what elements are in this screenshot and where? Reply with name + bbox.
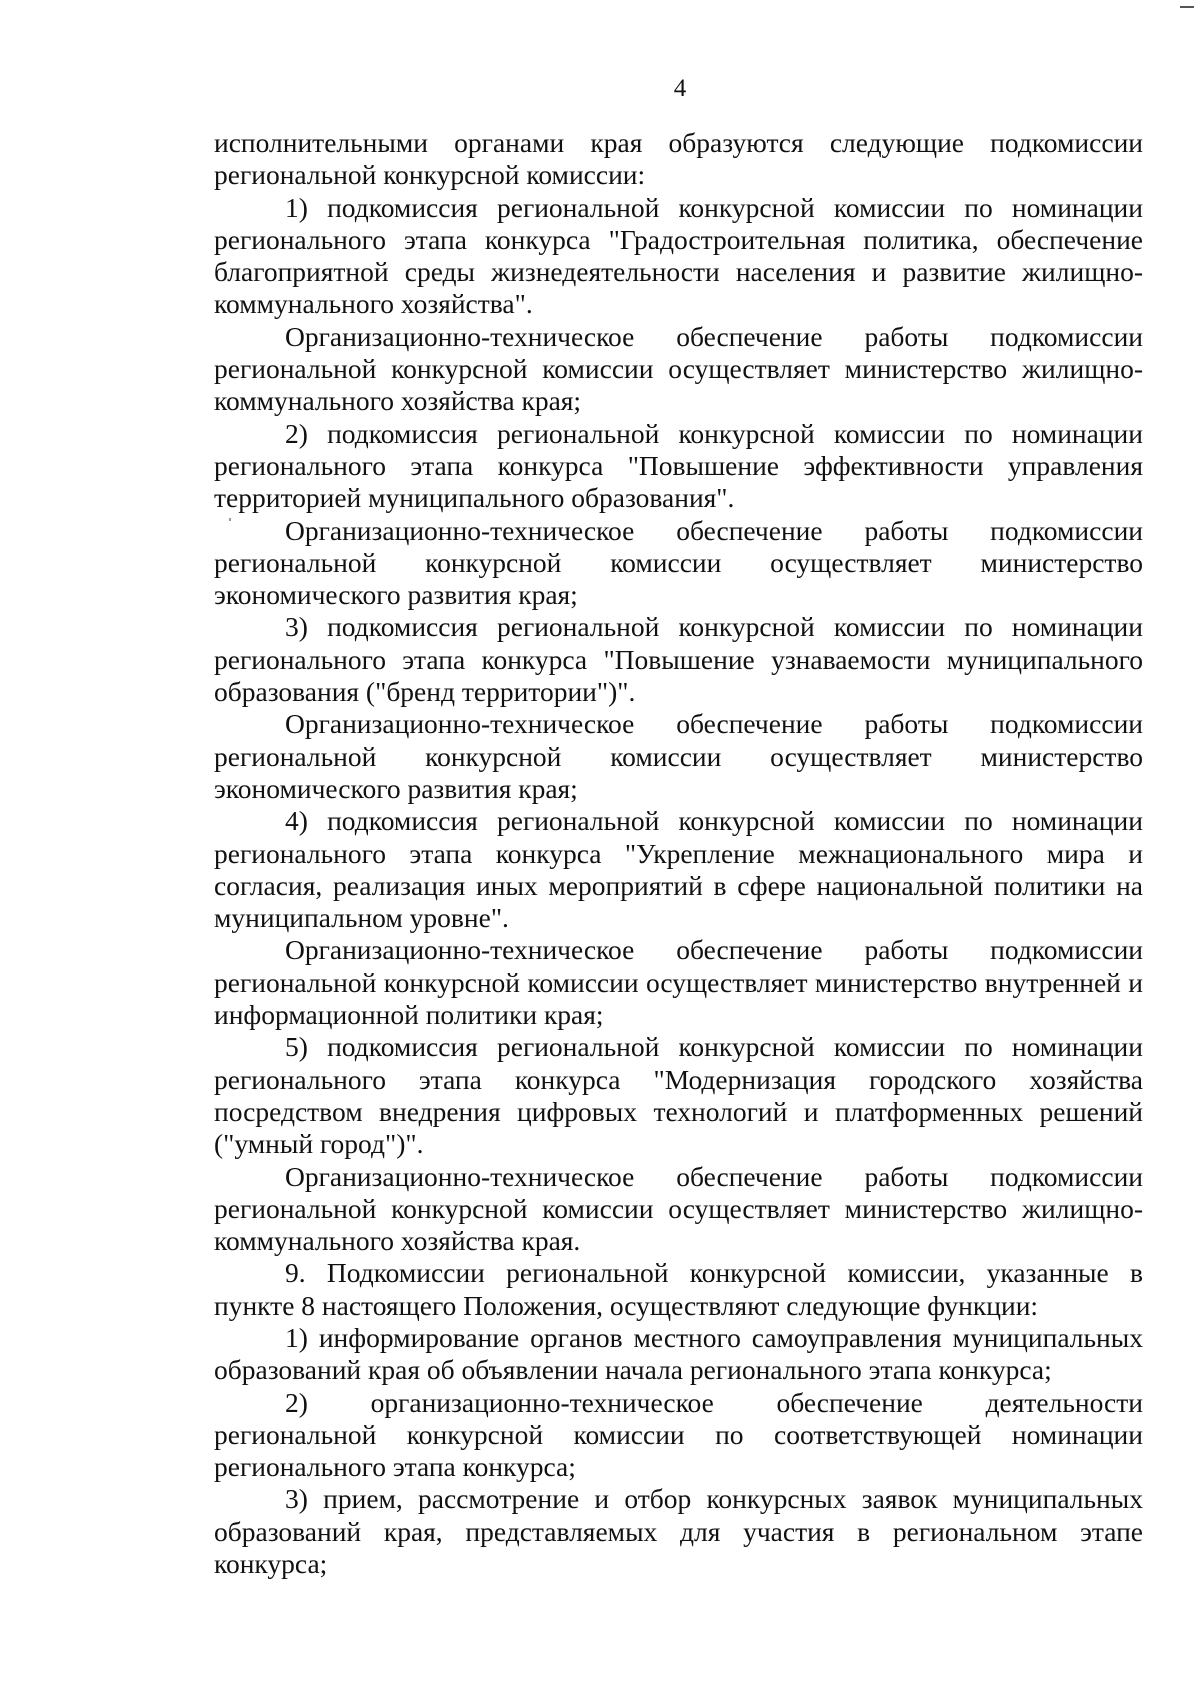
paragraph-function-2: 2) организационно-техническое обеспечение деятельности региональной конкурсной комиссии по соответствующей номинации регионального этапа конкурса; bbox=[214, 1386, 1143, 1483]
paragraph-subcommission-5: 5) подкомиссия региональной конкурсной комиссии по номинации регионального этапа конкурса "Модернизация городского хозяйства посредством внедрения цифровых технологий и платформенных решений ("умный город")". bbox=[214, 1031, 1143, 1160]
paragraph-subcommission-1: 1) подкомиссия региональной конкурсной комиссии по номинации регионального этапа конкурса "Градостроительная политика, обеспечение благоприятной среды жизнедеятельности населения и развитие жилищно-коммунального хозяйства". bbox=[214, 191, 1143, 320]
scan-edge-mark bbox=[1180, 6, 1194, 8]
paragraph-function-1: 1) информирование органов местного самоуправления муниципальных образований края об объявлении начала регионального этапа конкурса; bbox=[214, 1321, 1143, 1386]
page-number: 4 bbox=[673, 75, 687, 102]
paragraph-function-3: 3) прием, рассмотрение и отбор конкурсных заявок муниципальных образований края, представляемых для участия в региональном этапе конкурса; bbox=[214, 1483, 1143, 1580]
paragraph-subcommission-2: 2) подкомиссия региональной конкурсной комиссии по номинации регионального этапа конкурса "Повышение эффективности управления территорией муниципального образования". bbox=[214, 417, 1143, 514]
paragraph-support-2: Организационно-техническое обеспечение работы подкомиссии региональной конкурсной комиссии осуществляет министерство экономического развития края; bbox=[214, 514, 1143, 611]
paragraph-subcommission-4: 4) подкомиссия региональной конкурсной комиссии по номинации регионального этапа конкурса "Укрепление межнационального мира и согласия, реализация иных мероприятий в сфере национальной политики на муниципальном уровне". bbox=[214, 805, 1143, 934]
paragraph-support-4: Организационно-техническое обеспечение работы подкомиссии региональной конкурсной комиссии осуществляет министерство внутренней и информационной политики края; bbox=[214, 934, 1143, 1031]
paragraph-subcommission-3: 3) подкомиссия региональной конкурсной комиссии по номинации регионального этапа конкурса "Повышение узнаваемости муниципального образования ("бренд территории")". bbox=[214, 611, 1143, 708]
document-body bbox=[214, 127, 1143, 1580]
paragraph-support-3: Организационно-техническое обеспечение работы подкомиссии региональной конкурсной комиссии осуществляет министерство экономического развития края; bbox=[214, 708, 1143, 804]
paragraph-clause-9: 9. Подкомиссии региональной конкурсной комиссии, указанные в пункте 8 настоящего Положения, осуществляют следующие функции: bbox=[214, 1257, 1143, 1321]
paragraph-support-5: Организационно-техническое обеспечение работы подкомиссии региональной конкурсной комиссии осуществляет министерство жилищно-коммунального хозяйства края. bbox=[214, 1160, 1143, 1257]
paragraph-continuation: исполнительными органами края образуются следующие подкомиссии региональной конкурсной комиссии: bbox=[214, 127, 1143, 191]
paragraph-support-1: Организационно-техническое обеспечение работы подкомиссии региональной конкурсной комиссии осуществляет министерство жилищно-коммунального хозяйства края; bbox=[214, 320, 1143, 417]
